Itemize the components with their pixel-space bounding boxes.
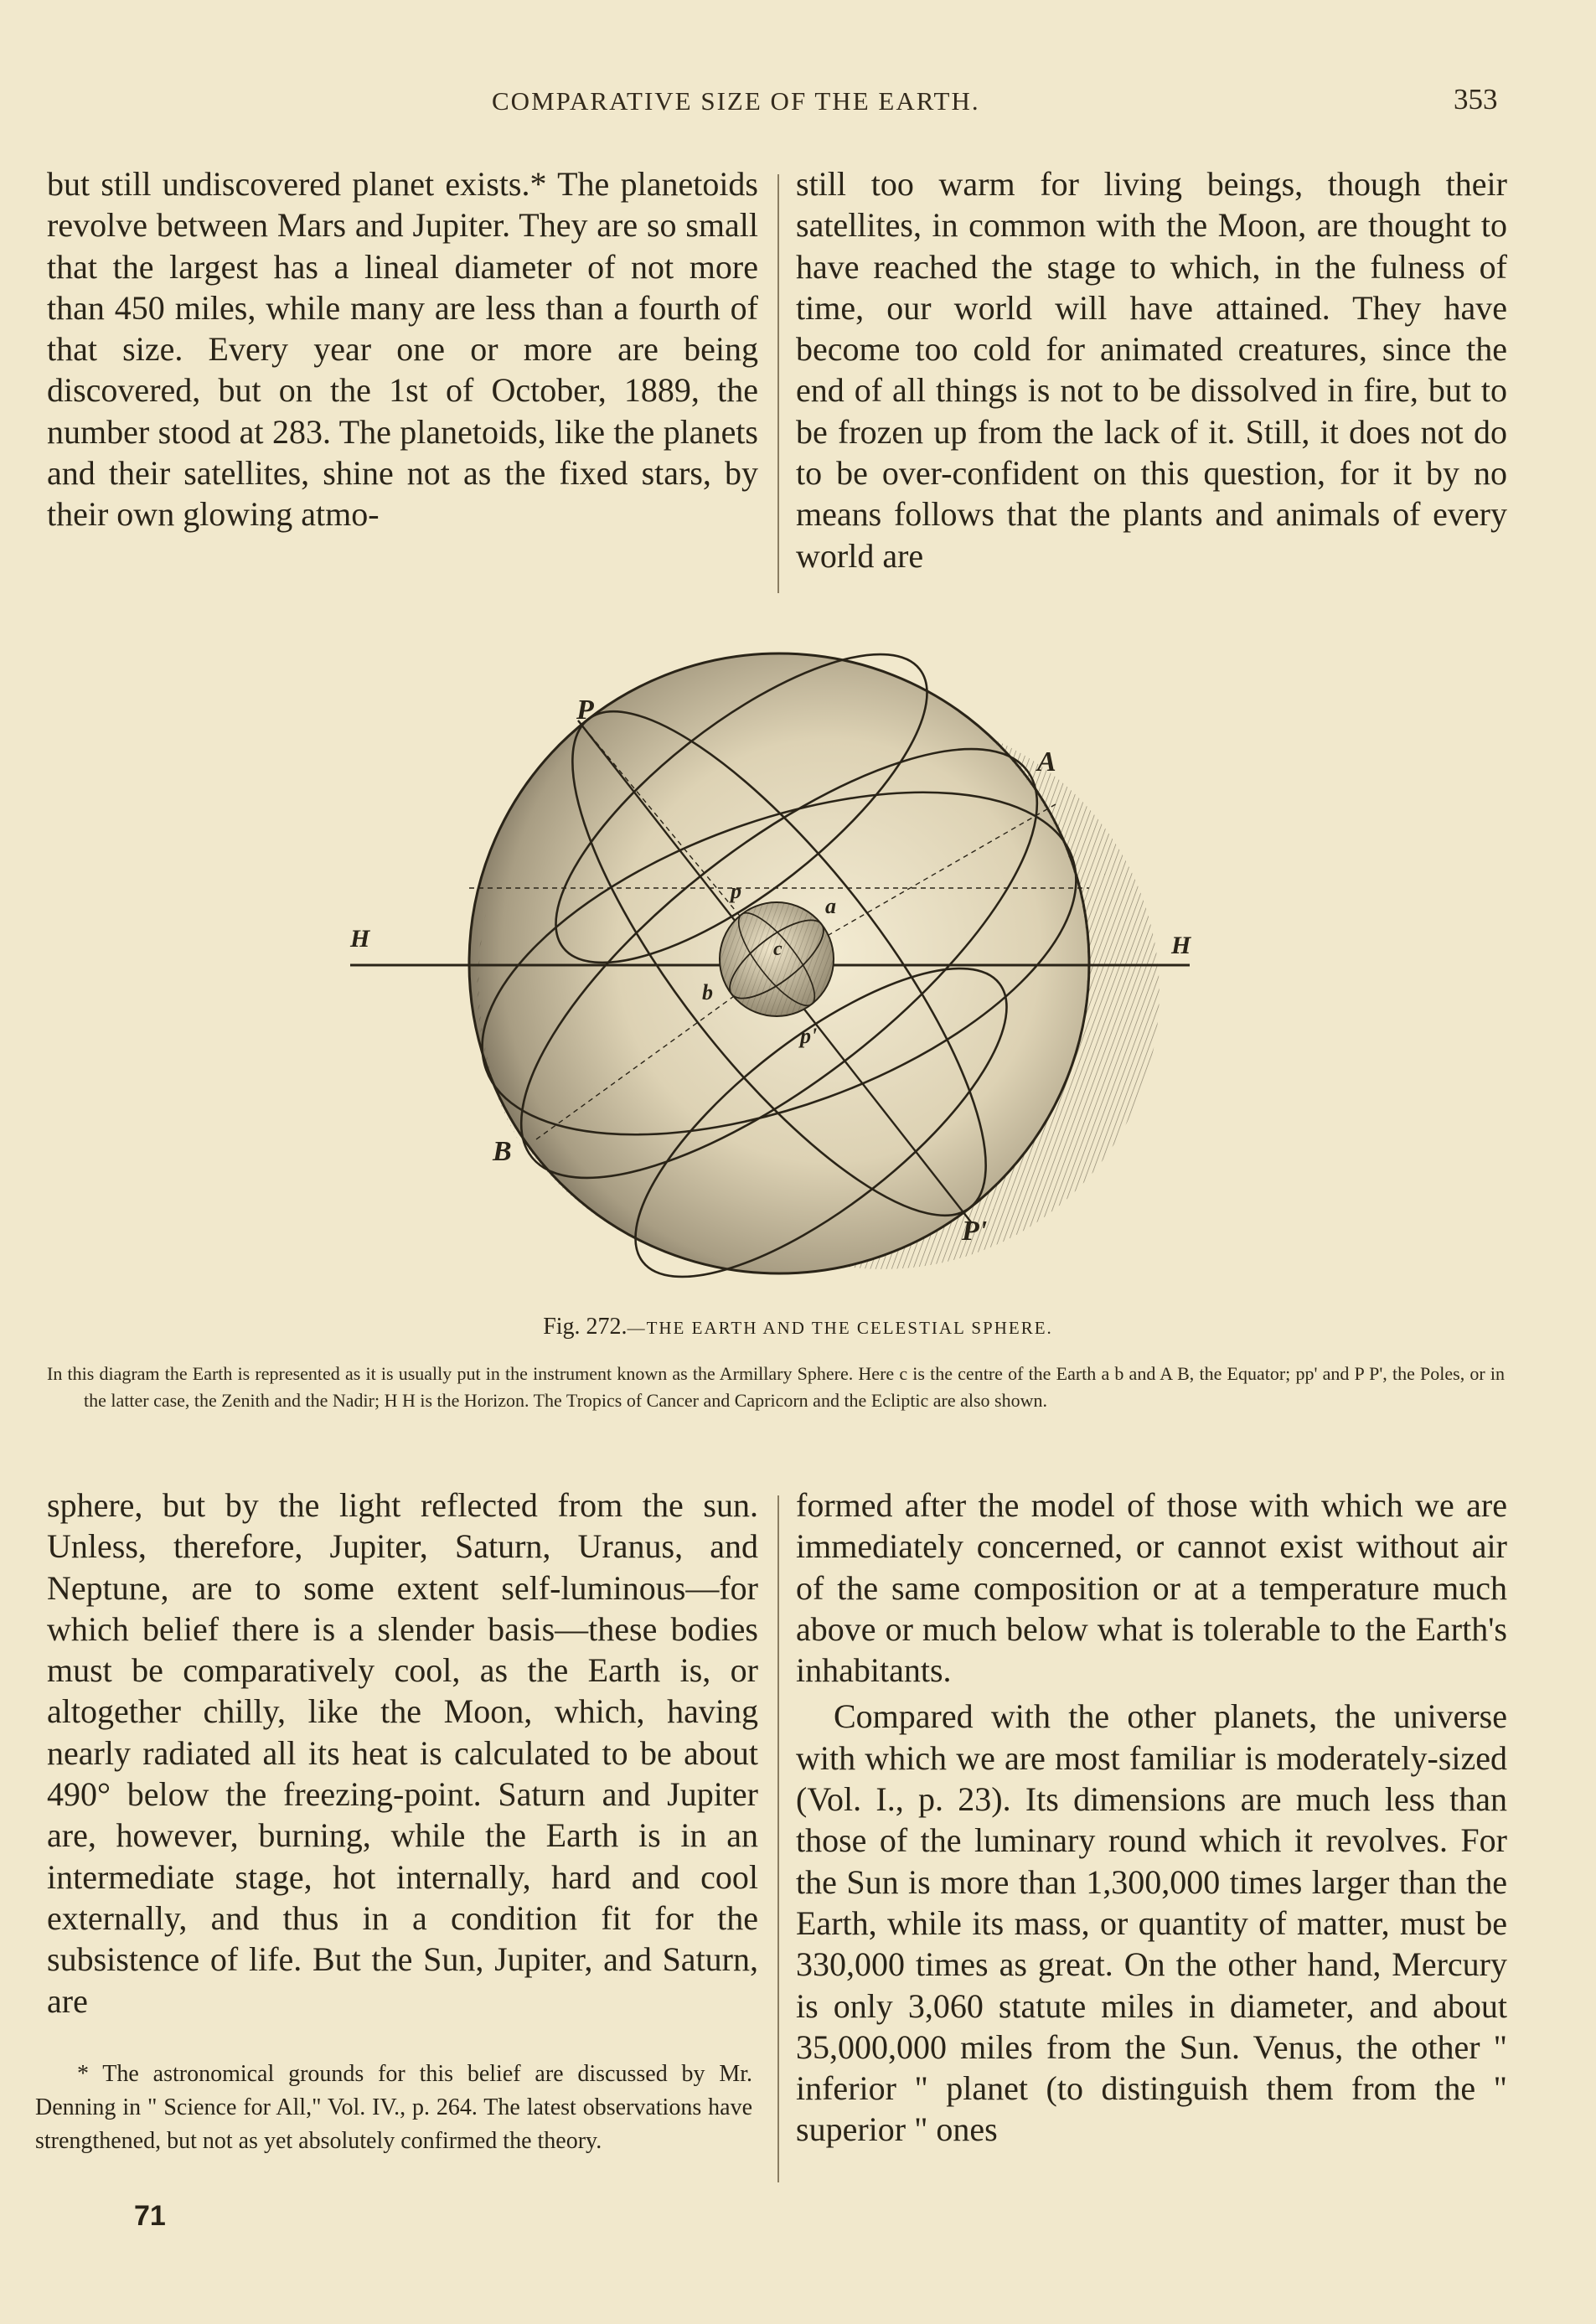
top-right-column — [796, 163, 1507, 576]
bottom-left-column — [47, 1485, 758, 2022]
celestial-sphere-figure — [335, 637, 1223, 1307]
label-p-prime: p' — [800, 1024, 818, 1048]
footnote — [35, 2058, 752, 2158]
label-a: a — [825, 894, 836, 918]
bottom-column-rule — [777, 1495, 779, 2182]
figure-title-caps: —THE EARTH AND THE CELESTIAL SPHERE. — [627, 1318, 1053, 1338]
page-number: 353 — [1454, 83, 1498, 116]
signature-mark: 71 — [134, 2200, 166, 2232]
label-p: p — [731, 879, 741, 903]
label-c: c — [773, 938, 783, 960]
figure-title — [0, 1314, 1596, 1340]
armillary-sphere-diagram — [335, 637, 1223, 1307]
bottom-left-paragraph: sphere, but by the light reflected from the sun. Unless, therefore, Jupiter, Saturn, Uranus, and Neptune, are to some extent self-luminous—for which belief there is a slender basis—these bodies must be comparatively cool, as the Earth is, or altogether chilly, like the Moon, which, having nearly radiated all its heat is calculated to be about 490° below the freezing-point. Saturn and Jupiter are, however, burning, while the Earth is in an intermediate stage, hot internally, hard and cool externally, and thus in a condition fit for the subsistence of life. But the Sun, Jupiter, and Saturn, are — [47, 1486, 758, 2020]
label-b: b — [702, 980, 713, 1004]
figure-number: Fig. 272. — [543, 1314, 628, 1340]
bottom-right-column — [796, 1485, 1507, 2151]
figure-caption — [47, 1361, 1505, 1414]
running-title: COMPARATIVE SIZE OF THE EARTH. — [492, 86, 980, 116]
top-right-paragraph: still too warm for living beings, though their satellites, in common with the Moon, are thought to have reached the stage to which, in the fulness of time, our world will have attained. They have become too cold for animated creatures, since the end of all things is not to be dissolved in fire, but to be frozen up from the lack of it. Still, it does not do to be over-confident on this question, for it by no means follows that the plants and animals of every world are — [796, 165, 1507, 575]
footnote-text: * The astronomical grounds for this belief are discussed by Mr. Denning in " Science for All," Vol. IV., p. 264. The latest observations have strengthened, but not as yet absolutely confirmed the theory. — [35, 2061, 752, 2154]
label-P-prime: P' — [962, 1216, 988, 1247]
label-A: A — [1037, 746, 1056, 777]
top-column-rule — [777, 174, 779, 593]
bottom-right-paragraph-2: Compared with the other planets, the universe with which we are most familiar is moderately-sized (Vol. I., p. 23). Its dimensions are much less than those of the luminary round which it revolves. For the Sun is more than 1,300,000 times larger than the Earth, while its mass, or quantity of matter, must be 330,000 times as great. On the other hand, Mercury is only 3,060 statute miles in diameter, and about 35,000,000 miles from the Sun. Venus, the other " inferior " planet (to distinguish them from the " superior " ones — [796, 1697, 1507, 2149]
label-H-left: H — [350, 925, 370, 953]
figure-caption-text: In this diagram the Earth is represented as it is usually put in the instrument known as the Armillary Sphere. Here c is the centre of the Earth a b and A B, the Equator; pp' and P P', the Poles, or in the latter case, the Zenith and the Nadir; H H is the Horizon. The Tropics of Cancer and Capricorn and the Ecliptic are also shown. — [47, 1363, 1505, 1411]
label-P: P — [576, 695, 594, 726]
top-left-column — [47, 163, 758, 535]
label-H-right: H — [1171, 932, 1191, 959]
bottom-right-paragraph-1: formed after the model of those with which we are immediately concerned, or cannot exist without air of the same composition or at a temperature much above or much below what is tolerable to the Earth's inhabitants. — [796, 1486, 1507, 1690]
label-B: B — [493, 1136, 512, 1167]
top-left-paragraph: but still undiscovered planet exists.* The planetoids revolve between Mars and Jupiter. They are so small that the largest has a lineal diameter of not more than 450 miles, while many are less than a fourth of that size. Every year one or more are being discovered, but on the 1st of October, 1889, the number stood at 283. The planetoids, like the planets and their satellites, shine not as the fixed stars, by their own glowing atmo- — [47, 165, 758, 534]
